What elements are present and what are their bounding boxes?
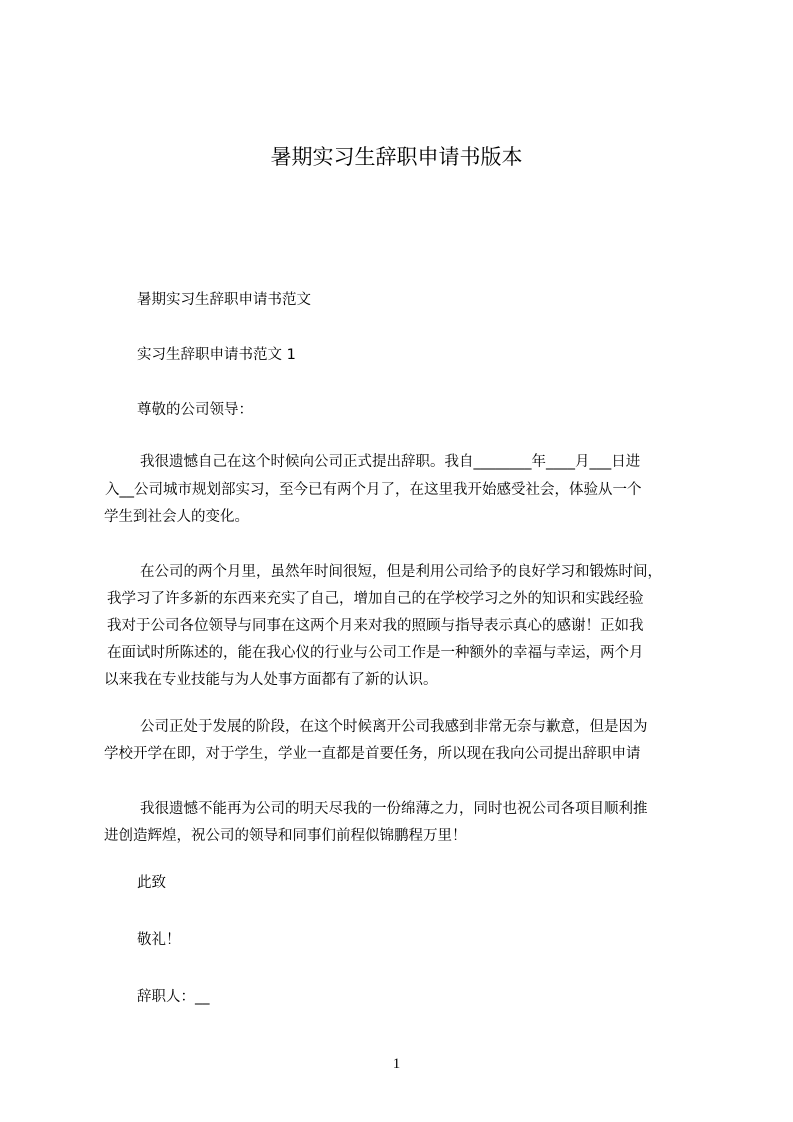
document-title: 暑期实习生辞职申请书版本	[270, 145, 523, 169]
paragraph-line: 学校开学在即，对于学生，学业一直都是首要任务，所以现在我向公司提出辞职申请	[104, 746, 641, 762]
paragraph-line: 在公司的两个月里，虽然年时间很短，但是利用公司给予的良好学习和锻炼时间，	[140, 564, 662, 580]
paragraph-line: 公司正处于发展的阶段，在这个时候离开公司我感到非常无奈与歉意，但是因为	[140, 719, 648, 735]
section-heading: 实习生辞职申请书范文 1	[137, 347, 296, 363]
paragraph-line: 我很遗憾不能再为公司的明天尽我的一份绵薄之力，同时也祝公司各项目顺利推	[140, 801, 648, 817]
closing-line-2: 敬礼！	[137, 932, 181, 948]
salutation: 尊敬的公司领导：	[137, 402, 253, 418]
subtitle: 暑期实习生辞职申请书范文	[137, 292, 311, 308]
paragraph-line: 我很遗憾自己在这个时候向公司正式提出辞职。我自________年____月___日进	[140, 454, 641, 470]
signature-line: 辞职人：__	[137, 989, 210, 1005]
closing-line-1: 此致	[137, 875, 166, 891]
page-number: 1	[392, 1056, 401, 1072]
paragraph-line: 以来我在专业技能与为人处事方面都有了新的认识。	[104, 672, 438, 688]
paragraph-line: 我对于公司各位领导与同事在这两个月来对我的照顾与指导表示真心的感谢！正如我	[107, 618, 644, 634]
paragraph-line: 我学习了许多新的东西来充实了自己，增加自己的在学校学习之外的知识和实践经验	[107, 591, 644, 607]
paragraph-line: 入__公司城市规划部实习，至今已有两个月了，在这里我开始感受社会，体验从一个	[105, 482, 642, 498]
paragraph-line: 进创造辉煌，祝公司的领导和同事们前程似锦鹏程万里！	[104, 828, 467, 844]
paragraph-line: 在面试时所陈述的，能在我心仪的行业与公司工作是一种额外的幸福与幸运，两个月	[107, 645, 644, 661]
paragraph-line: 学生到社会人的变化。	[104, 509, 249, 525]
